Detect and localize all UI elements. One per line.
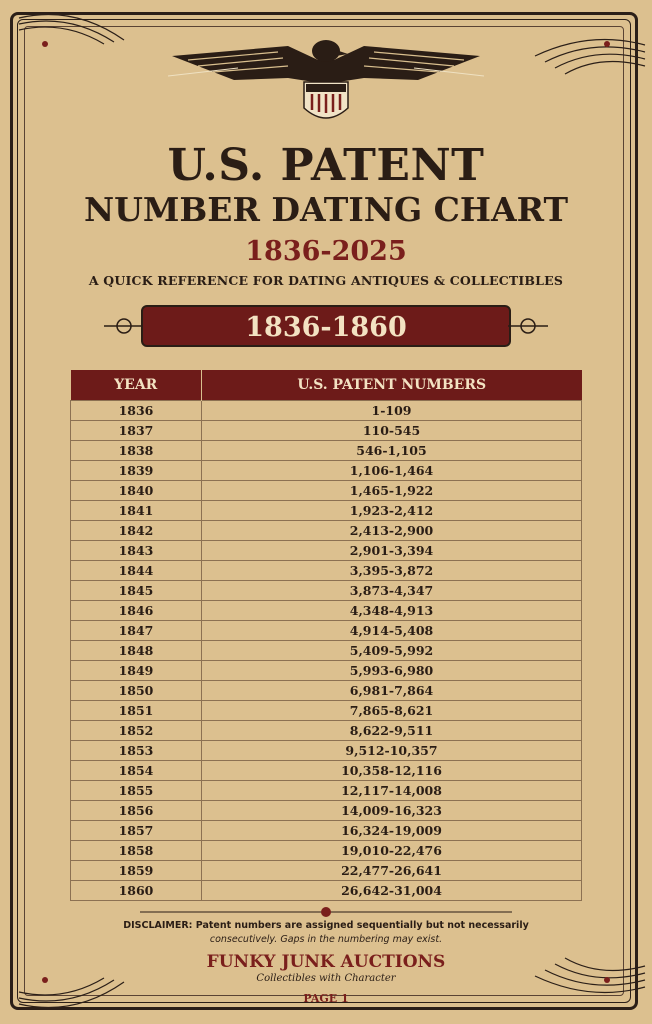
year-cell: 1837	[71, 421, 202, 441]
table-row	[71, 781, 582, 801]
year-cell: 1841	[71, 501, 202, 521]
table-row	[71, 621, 582, 641]
year-cell: 1857	[71, 821, 202, 841]
table-row	[71, 721, 582, 741]
table-body	[71, 401, 582, 901]
title-line-1: U.S. PATENT	[167, 140, 485, 191]
year-cell: 1856	[71, 801, 202, 821]
table-row	[71, 401, 582, 421]
table-row	[71, 661, 582, 681]
table-row	[71, 641, 582, 661]
table-row	[71, 441, 582, 461]
patent-range-cell: 8,622-9,511	[202, 721, 582, 741]
table-row	[71, 761, 582, 781]
right-banner-ornament-icon	[508, 314, 548, 338]
year-range: 1836-2025	[245, 236, 407, 267]
year-column-header: YEAR	[71, 370, 202, 401]
patent-range-cell: 546-1,105	[202, 441, 582, 461]
patent-table	[70, 370, 582, 901]
patent-range-cell: 16,324-19,009	[202, 821, 582, 841]
table-row	[71, 541, 582, 561]
year-cell: 1839	[71, 461, 202, 481]
patent-range-cell: 2,413-2,900	[202, 521, 582, 541]
table-row	[71, 801, 582, 821]
footer-divider	[140, 905, 512, 919]
year-cell: 1854	[71, 761, 202, 781]
table-row	[71, 821, 582, 841]
year-cell: 1855	[71, 781, 202, 801]
table-row	[71, 461, 582, 481]
year-cell: 1836	[71, 401, 202, 421]
disclaimer-label: DISCLAIMER:	[123, 920, 193, 931]
table-row	[71, 561, 582, 581]
table-row	[71, 741, 582, 761]
brand-tagline: Collectibles with Character	[256, 973, 396, 984]
table-row	[71, 681, 582, 701]
table-row	[71, 421, 582, 441]
year-cell: 1842	[71, 521, 202, 541]
patent-range-cell: 9,512-10,357	[202, 741, 582, 761]
table-row	[71, 861, 582, 881]
year-cell: 1853	[71, 741, 202, 761]
brand-name: FUNKY JUNK AUCTIONS	[206, 952, 446, 972]
patent-range-cell: 4,914-5,408	[202, 621, 582, 641]
patent-range-cell: 110-545	[202, 421, 582, 441]
year-cell: 1840	[71, 481, 202, 501]
disclaimer-text-1: Patent numbers are assigned sequentially but not necessarily	[195, 920, 529, 931]
section-banner: 1836-1860	[141, 305, 511, 347]
table-row	[71, 881, 582, 901]
disclaimer-line-1	[0, 920, 652, 931]
patent-range-cell: 26,642-31,004	[202, 881, 582, 901]
year-cell: 1849	[71, 661, 202, 681]
year-cell: 1845	[71, 581, 202, 601]
left-banner-ornament-icon	[104, 314, 144, 338]
title-line-2: NUMBER DATING CHART	[83, 190, 569, 229]
patent-range-cell: 7,865-8,621	[202, 701, 582, 721]
eagle-shield-icon	[168, 38, 484, 130]
year-cell: 1847	[71, 621, 202, 641]
patent-range-cell: 1,106-1,464	[202, 461, 582, 481]
patent-range-cell: 12,117-14,008	[202, 781, 582, 801]
year-cell: 1851	[71, 701, 202, 721]
patent-range-cell: 5,993-6,980	[202, 661, 582, 681]
table-row	[71, 501, 582, 521]
page-number: PAGE 1	[303, 992, 349, 1005]
patent-range-cell: 5,409-5,992	[202, 641, 582, 661]
patent-range-cell: 14,009-16,323	[202, 801, 582, 821]
year-cell: 1858	[71, 841, 202, 861]
patent-range-cell: 3,395-3,872	[202, 561, 582, 581]
table-row	[71, 481, 582, 501]
table-header-row	[71, 370, 582, 401]
patent-range-cell: 4,348-4,913	[202, 601, 582, 621]
year-cell: 1843	[71, 541, 202, 561]
patent-range-cell: 22,477-26,641	[202, 861, 582, 881]
year-cell: 1848	[71, 641, 202, 661]
patent-range-cell: 19,010-22,476	[202, 841, 582, 861]
year-cell: 1859	[71, 861, 202, 881]
patent-range-cell: 1,465-1,922	[202, 481, 582, 501]
table-row	[71, 581, 582, 601]
table-row	[71, 701, 582, 721]
year-cell: 1846	[71, 601, 202, 621]
table-row	[71, 841, 582, 861]
top-left-wave-corner-icon	[14, 10, 134, 70]
patent-range-cell: 10,358-12,116	[202, 761, 582, 781]
year-cell: 1860	[71, 881, 202, 901]
patent-range-cell: 6,981-7,864	[202, 681, 582, 701]
table-row	[71, 601, 582, 621]
disclaimer-line-2: consecutively. Gaps in the numbering may exist.	[209, 934, 443, 945]
year-cell: 1844	[71, 561, 202, 581]
year-cell: 1850	[71, 681, 202, 701]
patent-range-cell: 3,873-4,347	[202, 581, 582, 601]
year-cell: 1838	[71, 441, 202, 461]
top-right-wave-corner-icon	[530, 30, 650, 90]
patent-range-cell: 1,923-2,412	[202, 501, 582, 521]
patent-range-cell: 1-109	[202, 401, 582, 421]
patent-numbers-column-header: U.S. PATENT NUMBERS	[202, 370, 582, 401]
table-row	[71, 521, 582, 541]
patent-range-cell: 2,901-3,394	[202, 541, 582, 561]
year-cell: 1852	[71, 721, 202, 741]
subtitle: A QUICK REFERENCE FOR DATING ANTIQUES & COLLECTIBLES	[88, 273, 564, 288]
